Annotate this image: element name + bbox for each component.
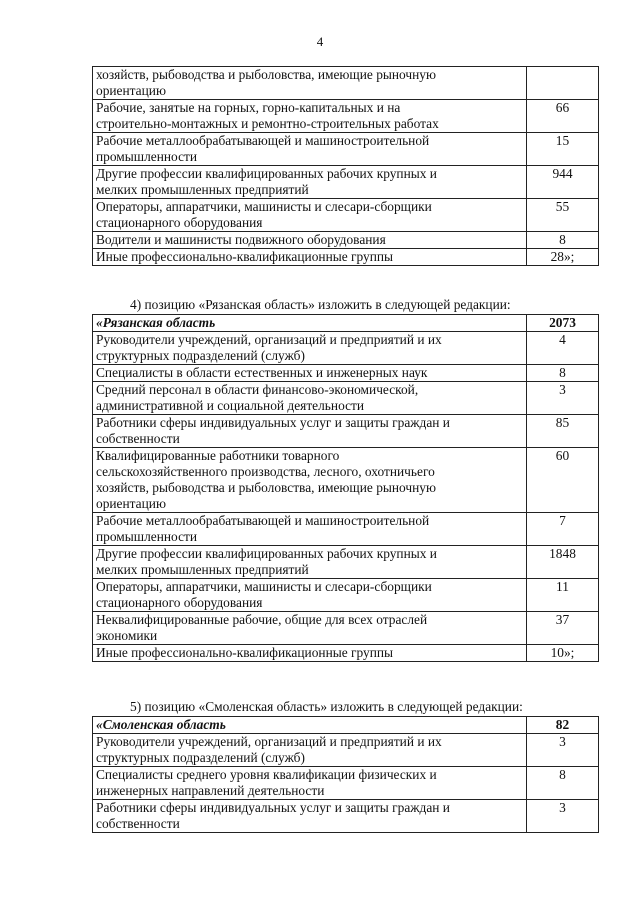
occupation-count: 8 [527,767,599,800]
occupation-label: Водители и машинисты подвижного оборудования [93,232,527,249]
table-row [93,232,599,249]
occupation-count: 11 [527,579,599,612]
table-row [93,332,599,365]
occupation-count: 4 [527,332,599,365]
table-header-row [93,315,599,332]
occupation-label: Специалисты в области естественных и инженерных наук [93,365,527,382]
occupation-label: Работники сферы индивидуальных услуг и защиты граждан и собственности [93,415,527,448]
occupation-count: 8 [527,365,599,382]
table-row [93,612,599,645]
table-row [93,546,599,579]
occupation-count: 1848 [527,546,599,579]
occupation-label: Рабочие металлообрабатывающей и машиностроительной промышленности [93,133,527,166]
table-row [93,579,599,612]
occupation-count: 15 [527,133,599,166]
occupation-count: 3 [527,734,599,767]
occupation-count: 10»; [527,645,599,662]
region-total: 82 [527,717,599,734]
occupation-label: Руководители учреждений, организаций и предприятий и их структурных подразделений (служб) [93,332,527,365]
page-number: 4 [316,34,324,49]
occupation-label: Неквалифицированные рабочие, общие для всех отраслей экономики [93,612,527,645]
table-row [93,67,599,100]
section-5-intro: 5) позицию «Смоленская область» изложить в следующей редакции: [130,699,523,714]
occupation-label: Руководители учреждений, организаций и предприятий и их структурных подразделений (служб) [93,734,527,767]
occupation-count: 3 [527,382,599,415]
occupation-count: 60 [527,448,599,513]
table-row [93,365,599,382]
occupation-label: Рабочие, занятые на горных, горно-капитальных и на строительно-монтажных и ремонтно-строительных работах [93,100,527,133]
occupation-count: 944 [527,166,599,199]
table-continued [92,66,599,266]
occupation-count: 8 [527,232,599,249]
occupation-count: 37 [527,612,599,645]
occupation-label: Работники сферы индивидуальных услуг и защиты граждан и собственности [93,800,527,833]
occupation-count: 28»; [527,249,599,266]
table-smolensk [92,716,599,833]
table-row [93,645,599,662]
occupation-label: Специалисты среднего уровня квалификации физических и инженерных направлений деятельности [93,767,527,800]
occupation-count: 66 [527,100,599,133]
occupation-label: Операторы, аппаратчики, машинисты и слесари-сборщики стационарного оборудования [93,579,527,612]
region-name: «Рязанская область [93,315,527,332]
occupation-label: Операторы, аппаратчики, машинисты и слесари-сборщики стационарного оборудования [93,199,527,232]
table-row [93,767,599,800]
table-ryazan [92,314,599,662]
section-4-intro: 4) позицию «Рязанская область» изложить в следующей редакции: [130,297,511,312]
table-row [93,100,599,133]
occupation-label: Другие профессии квалифицированных рабочих крупных и мелких промышленных предприятий [93,166,527,199]
occupation-label: Иные профессионально-квалификационные группы [93,645,527,662]
table-row [93,734,599,767]
region-total: 2073 [527,315,599,332]
table-row [93,249,599,266]
table-header-row [93,717,599,734]
occupation-count: 85 [527,415,599,448]
table-row [93,800,599,833]
region-name: «Смоленская область [93,717,527,734]
table-row [93,133,599,166]
table-row [93,382,599,415]
occupation-count [527,67,599,100]
table-row [93,199,599,232]
occupation-count: 3 [527,800,599,833]
occupation-label: Иные профессионально-квалификационные группы [93,249,527,266]
table-row [93,448,599,513]
table-row [93,166,599,199]
occupation-label: Средний персонал в области финансово-экономической, административной и социальной деятельности [93,382,527,415]
occupation-count: 55 [527,199,599,232]
occupation-label: Рабочие металлообрабатывающей и машиностроительной промышленности [93,513,527,546]
occupation-label: Квалифицированные работники товарного сельскохозяйственного производства, лесного, охотничьего хозяйств, рыбоводства и рыболовства, имеющие рыночную ориентацию [93,448,527,513]
occupation-label: хозяйств, рыбоводства и рыболовства, имеющие рыночную ориентацию [93,67,527,100]
table-row [93,513,599,546]
table-row [93,415,599,448]
occupation-label: Другие профессии квалифицированных рабочих крупных и мелких промышленных предприятий [93,546,527,579]
occupation-count: 7 [527,513,599,546]
